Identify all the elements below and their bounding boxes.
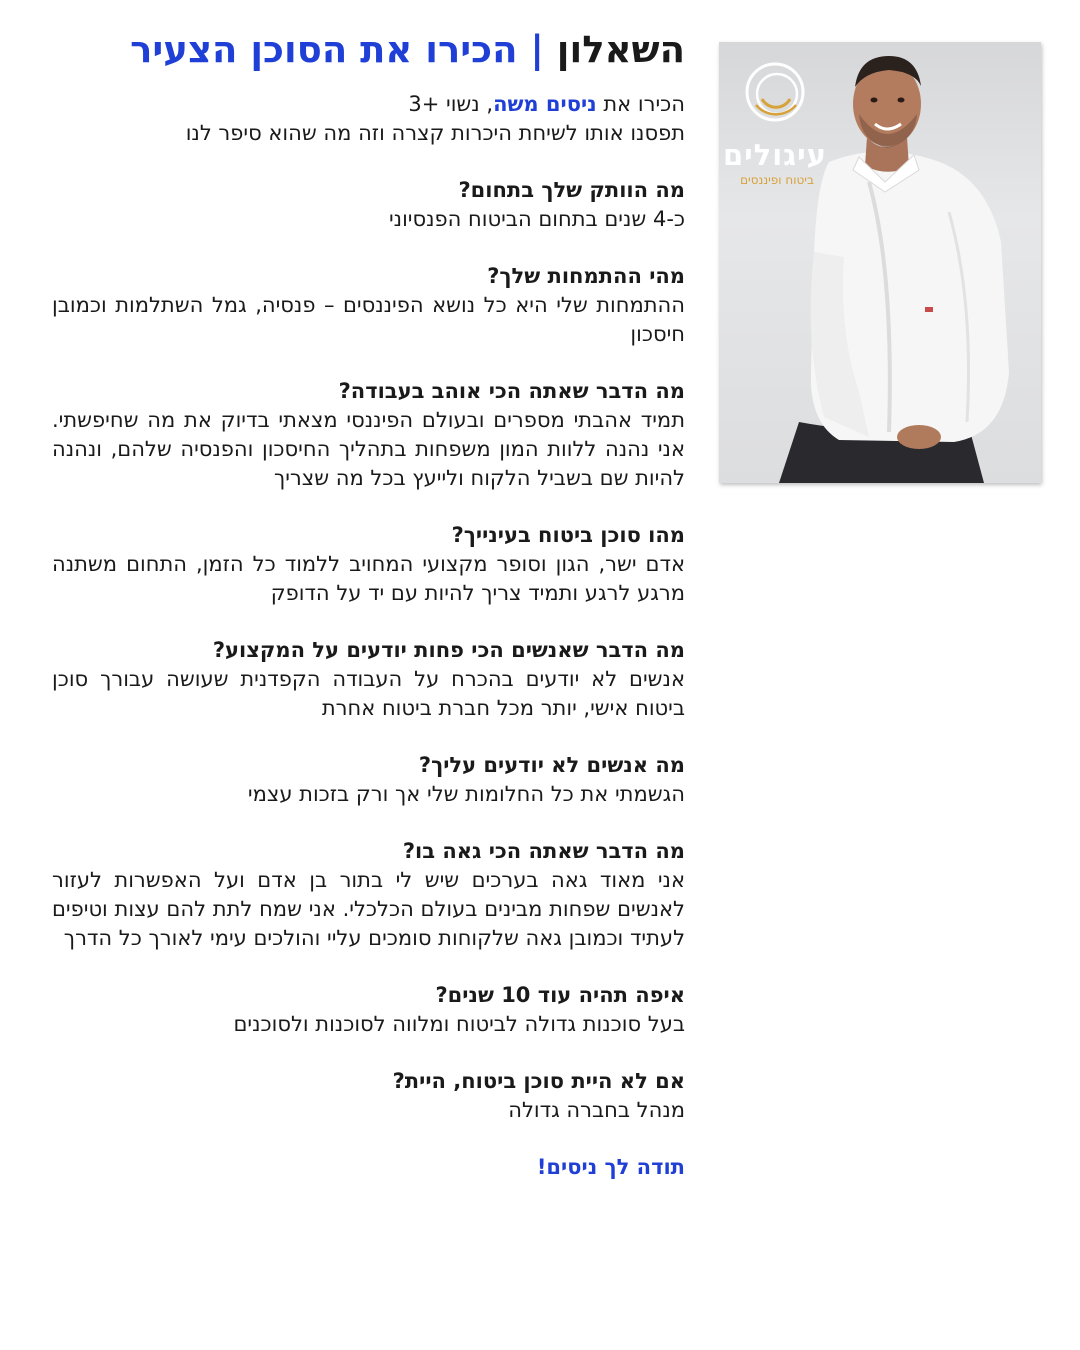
answer: בעל סוכנות גדולה לביטוח ומלווה לסוכנות ולסוכנים bbox=[233, 1012, 685, 1037]
question: מה הדבר שאתה הכי גאה בו? bbox=[402, 839, 685, 864]
qa-item bbox=[52, 636, 685, 723]
question: מה הוותק שלך בתחום? bbox=[458, 178, 685, 203]
qa-item bbox=[52, 981, 685, 1039]
logo-tagline: ביטוח ופיננסים bbox=[740, 173, 814, 187]
title-prefix: השאלון bbox=[556, 28, 685, 71]
agent-photo bbox=[719, 42, 1041, 483]
answer: ההתמחות שלי היא כל נושא הפיננסים – פנסיה, גמל השתלמות וכמובן חיסכון bbox=[52, 293, 685, 347]
intro-line-1 bbox=[52, 90, 685, 119]
logo-name: עיגולים bbox=[722, 138, 827, 172]
answer: אנשים לא יודעים בהכרח על העבודה הקפדנית שעושה עבורך סוכן ביטוח אישי, יותר מכל חברת ביטוח אחרת bbox=[52, 667, 685, 721]
answer: אני מאוד גאה בערכים שיש לי בתור בן אדם ועל האפשרות לעזור לאנשים שפחות מבינים בעולם הכלכלי. אני שמח לתת להם עצות וטיפים לעתיד וכמובן גאה שלקוחות סומכים עליי והולכים עימי לאורך כל הדרך bbox=[52, 868, 685, 951]
page-title bbox=[52, 28, 685, 72]
intro-rest: , נשוי +3 bbox=[408, 92, 494, 117]
qa-item bbox=[52, 751, 685, 809]
answer: אדם ישר, הגון וסופר מקצועי המחויב ללמוד כל הזמן, התחום משתנה מרגע לרגע ותמיד צריך להיות עם יד על הדופק bbox=[52, 552, 685, 606]
question: מה הדבר שאתה הכי אוהב בעבודה? bbox=[338, 379, 685, 404]
qa-item bbox=[52, 521, 685, 608]
intro-lead: הכירו את bbox=[596, 92, 685, 117]
question: איפה תהיה עוד 10 שנים? bbox=[435, 983, 685, 1008]
qa-item bbox=[52, 262, 685, 349]
title-main: הכירו את הסוכן הצעיר bbox=[130, 28, 518, 71]
qa-item bbox=[52, 377, 685, 493]
logo-circles-icon bbox=[744, 61, 806, 123]
qa-item bbox=[52, 176, 685, 234]
thanks-line: תודה לך ניסים! bbox=[536, 1155, 685, 1180]
question: מה הדבר שאנשים הכי פחות יודעים על המקצוע? bbox=[212, 638, 685, 663]
intro-line-2: תפסנו אותו לשיחת היכרות קצרה וזה מה שהוא סיפר לנו bbox=[185, 121, 685, 146]
question: מהו סוכן ביטוח בעינייך? bbox=[451, 523, 685, 548]
agent-name: ניסים משה bbox=[493, 92, 597, 117]
question: מה אנשים לא יודעים עליך? bbox=[418, 753, 685, 778]
answer: תמיד אהבתי מספרים ובעולם הפיננסי מצאתי בדיוק את מה שחיפשתי. אני נהנה ללוות המון משפחות בתהליך החיסכון והפנסיה שלהם, ונהנה להיות שם בשביל הלקוח ולייעץ בכל מה שצריך bbox=[52, 408, 685, 491]
question: אם לא היית סוכן ביטוח, היית? bbox=[392, 1069, 685, 1094]
qa-item bbox=[52, 1067, 685, 1125]
question: מהי ההתמחות שלך? bbox=[487, 264, 685, 289]
answer: כ-4 שנים בתחום הביטוח הפנסיוני bbox=[388, 207, 685, 232]
qa-item bbox=[52, 837, 685, 953]
answer: מנהל בחברה גדולה bbox=[508, 1098, 685, 1123]
article bbox=[52, 28, 685, 1203]
answer: הגשמתי את כל החלומות שלי אך ורק בזכות עצמי bbox=[247, 782, 685, 807]
title-separator: | bbox=[530, 28, 544, 71]
